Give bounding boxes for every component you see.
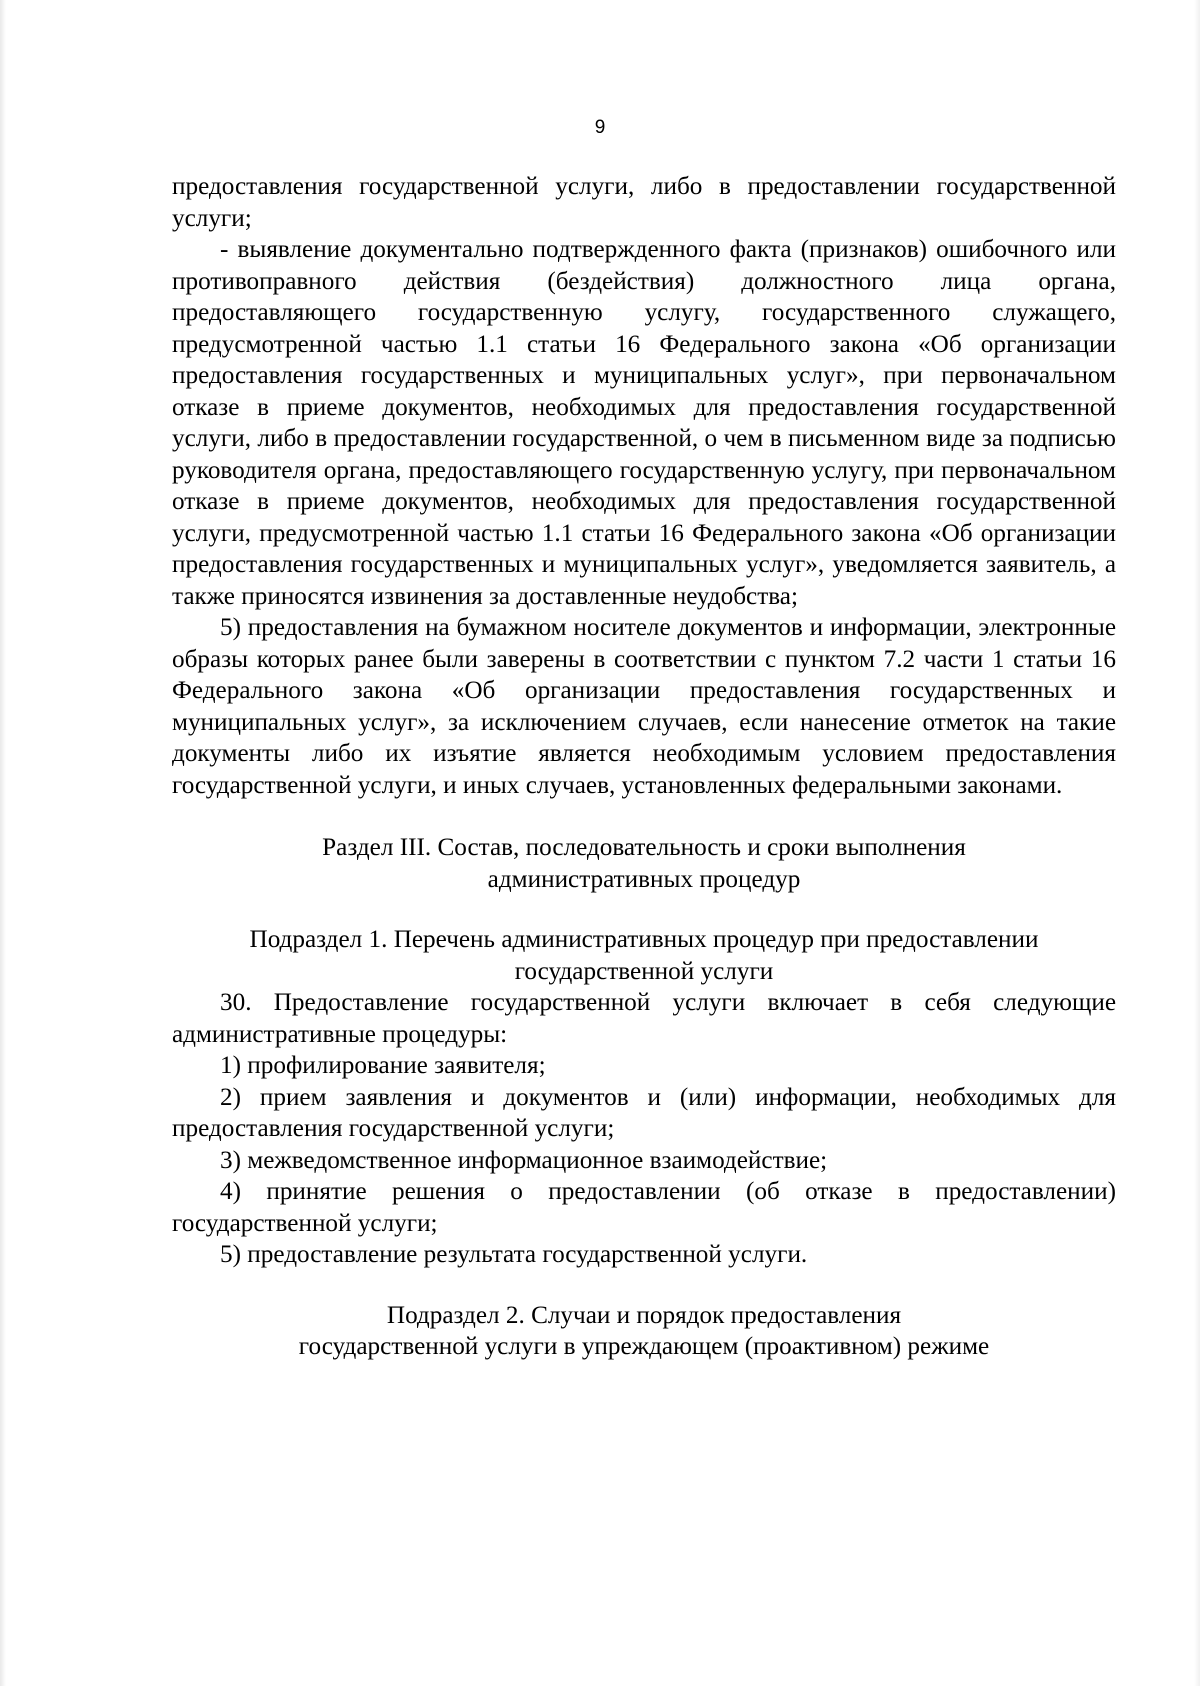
document-body [172, 171, 1116, 1363]
procedure-item-5: 5) предоставление результата государственной услуги. [220, 1241, 808, 1268]
subsection-2-heading-line-1: Подраздел 2. Случаи и порядок предоставления [386, 1301, 902, 1329]
scan-edge-left [0, 0, 6, 1686]
paragraph-30: 30. Предоставление государственной услуги включает в себя следующие административные процедуры: [172, 989, 1116, 1048]
paragraph-item-5: 5) предоставления на бумажном носителе документов и информации, электронные образы которых ранее были заверены в соответствии с пунктом 7.2 части 1 статьи 16 Федерального закона «Об организации предоставления государственных и муниципальных услуг», за исключением случаев, если нанесение отметок на такие документы либо их изъятие является необходимым условием предоставления государственной услуги, и иных случаев, установленных федеральными законами. [172, 614, 1116, 799]
subsection-1-heading-line-1: Подраздел 1. Перечень административных процедур при предоставлении [249, 926, 1039, 953]
subsection-1-heading-line-2: государственной услуги [514, 957, 774, 985]
procedure-item-3: 3) межведомственное информационное взаимодействие; [220, 1146, 828, 1174]
procedure-item-2: 2) прием заявления и документов и (или) информации, необходимых для предоставления государственной услуги; [172, 1083, 1116, 1142]
section-heading-line-2: административных процедур [487, 865, 801, 893]
section-heading-line-1: Раздел III. Состав, последовательность и сроки выполнения [322, 834, 966, 861]
paragraph-bullet-error: - выявление документально подтвержденного факта (признаков) ошибочного или противоправного действия (бездействия) должностного лица органа, предоставляющего государственную услугу, государственного служащего, предусмотренной частью 1.1 статьи 16 Федерального закона «Об организации предоставления государственных и муниципальных услуг», при первоначальном отказе в приеме документов, необходимых для предоставления государственной услуги, либо в предоставлении государственной, о чем в письменном виде за подписью руководителя органа, предоставляющего государственную услугу, при первоначальном отказе в приеме документов, необходимых для предоставления государственной услуги, предусмотренной частью 1.1 статьи 16 Федерального закона «Об организации предоставления государственных и муниципальных услуг», уведомляется заявитель, а также приносятся извинения за доставленные неудобства; [172, 236, 1116, 610]
subsection-2-heading-line-2: государственной услуги в упреждающем (проактивном) режиме [298, 1333, 990, 1360]
paragraph-continuation: предоставления государственной услуги, либо в предоставлении государственной услуги; [172, 173, 1116, 232]
procedure-item-1: 1) профилирование заявителя; [220, 1052, 546, 1079]
procedure-item-4: 4) принятие решения о предоставлении (об отказе в предоставлении) государственной услуги; [172, 1178, 1116, 1237]
scan-edge-right [1194, 0, 1200, 1686]
page-number: 9 [594, 117, 606, 138]
